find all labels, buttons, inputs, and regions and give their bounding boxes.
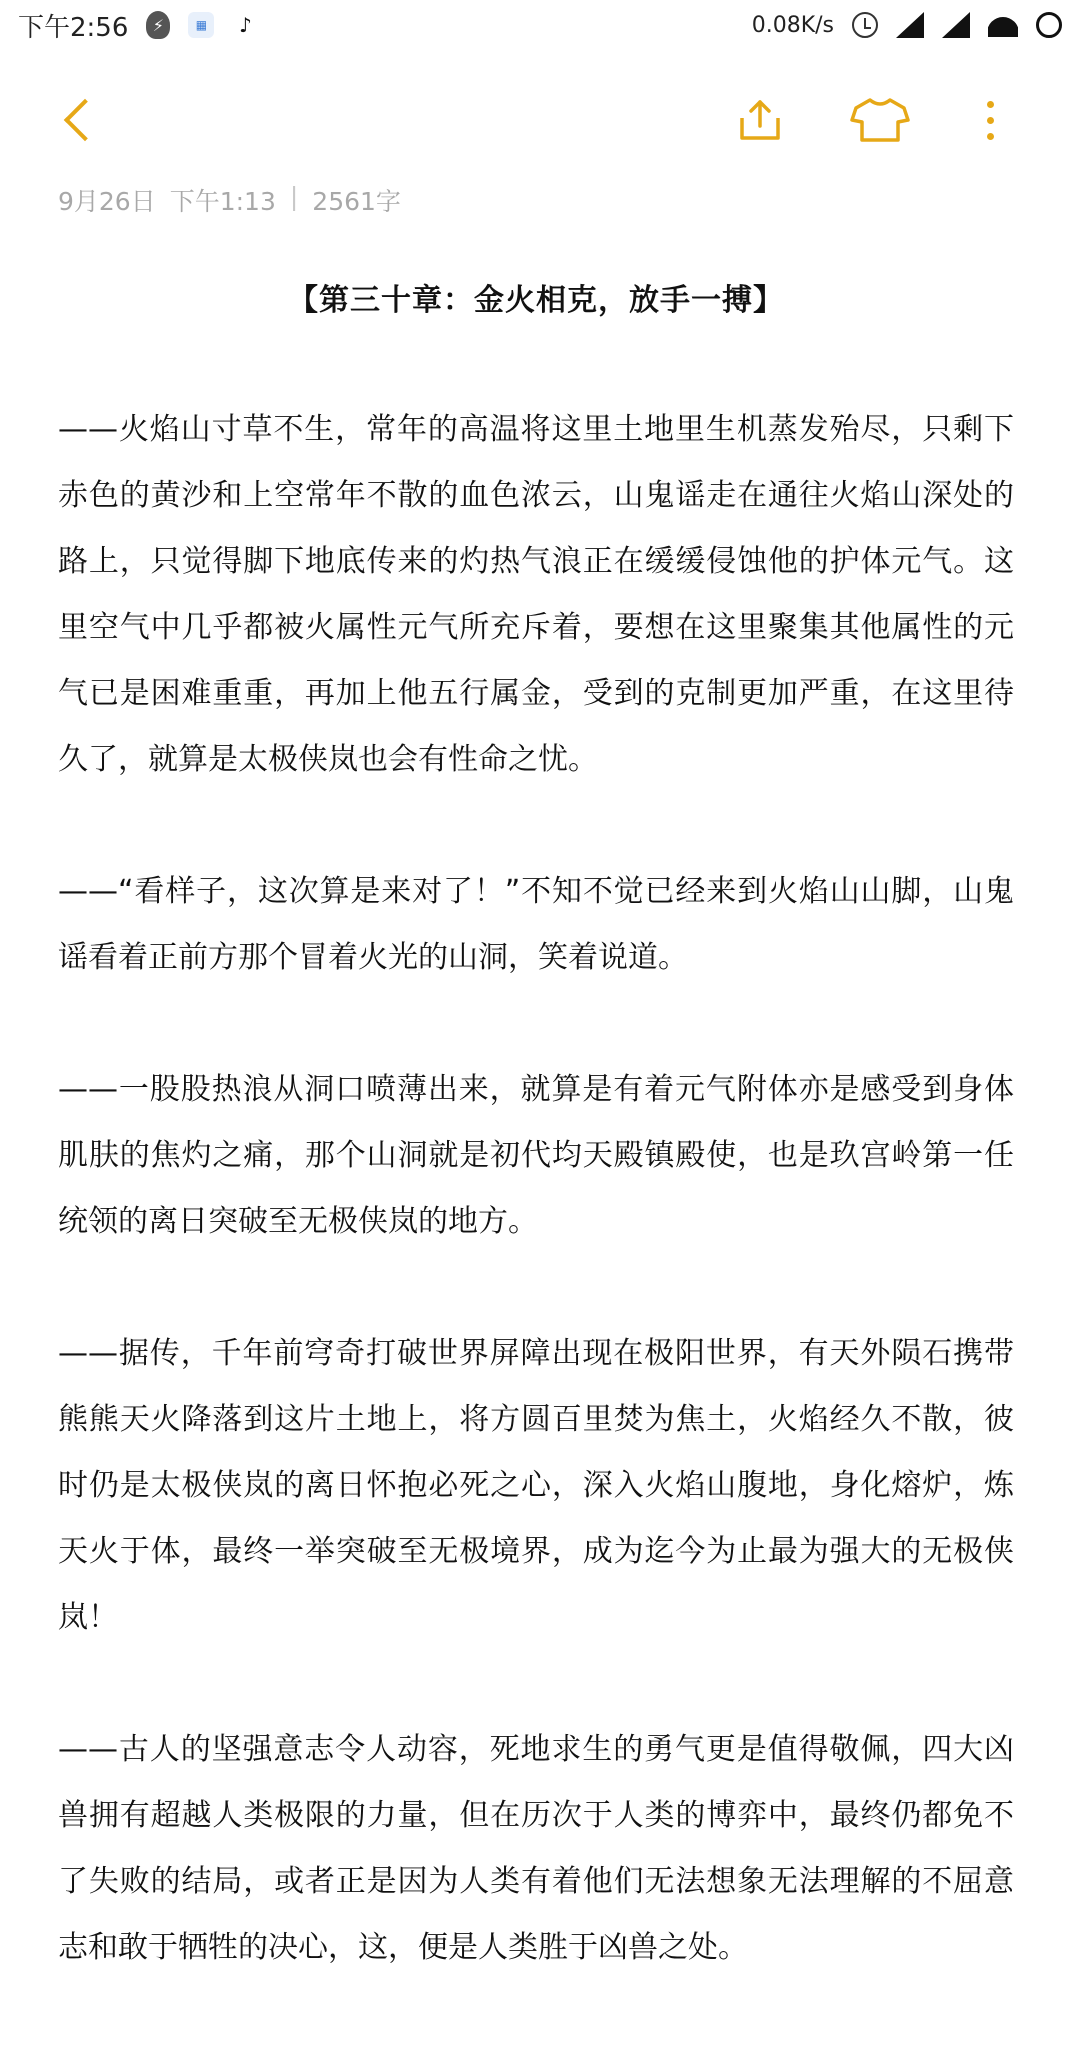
- back-button[interactable]: [50, 80, 110, 160]
- note-content[interactable]: [58, 265, 1014, 2047]
- battery-icon: [1036, 12, 1062, 38]
- paragraph: ——古人的坚强意志令人动容，死地求生的勇气更是值得敬佩，四大凶兽拥有超越人类极限的力量，但在历次于人类的博弈中，最终仍都免不了失败的结局，或者正是因为人类有着他们无法想象无法理解的不屈意志和敢于牺牲的决心，这，便是人类胜于凶兽之处。: [58, 1732, 1014, 1965]
- signal-icon: [896, 12, 924, 38]
- calendar-app-icon: ▦: [188, 12, 214, 38]
- status-right: [752, 12, 1062, 38]
- toolbar: [0, 80, 1080, 160]
- tiktok-icon: ♪: [239, 13, 252, 37]
- share-icon: [736, 96, 784, 144]
- paragraph: ——火焰山寸草不生，常年的高温将这里土地里生机蒸发殆尽，只剩下赤色的黄沙和上空常年不散的血色浓云，山鬼谣走在通往火焰山深处的路上，只觉得脚下地底传来的灼热气浪正在缓缓侵蚀他的护体元气。这里空气中几乎都被火属性元气所充斥着，要想在这里聚集其他属性的元气已是困难重重，再加上他五行属金，受到的克制更加严重，在这里待久了，就算是太极侠岚也会有性命之忧。: [58, 412, 1014, 777]
- theme-button[interactable]: [840, 80, 920, 160]
- paragraph: ——“看样子，这次算是来对了！”不知不觉已经来到火焰山山脚，山鬼谣看着正前方那个冒着火光的山洞，笑着说道。: [58, 874, 1014, 975]
- wifi-icon: [988, 13, 1018, 37]
- back-chevron-icon: [64, 99, 106, 141]
- more-vertical-icon: [987, 101, 994, 140]
- status-left: [18, 7, 258, 44]
- note-meta: [58, 182, 401, 218]
- status-time: 下午2:56: [18, 12, 129, 43]
- meta-separator: |: [289, 182, 299, 211]
- note-time: 下午1:13: [169, 187, 276, 216]
- shirt-theme-icon: [850, 96, 910, 144]
- more-options-button[interactable]: [970, 80, 1010, 160]
- status-bar: [0, 0, 1080, 50]
- net-speed: 0.08K/s: [751, 12, 834, 38]
- shield-icon: ⚡: [146, 11, 170, 39]
- chapter-title: 【第三十章：金火相克，放手一搏】: [288, 283, 784, 318]
- share-button[interactable]: [730, 80, 790, 160]
- note-date: 9月26日: [58, 187, 156, 216]
- paragraph: ——据传，千年前穹奇打破世界屏障出现在极阳世界，有天外陨石携带熊熊天火降落到这片土地上，将方圆百里焚为焦土，火焰经久不散，彼时仍是太极侠岚的离日怀抱必死之心，深入火焰山腹地，身化熔炉，炼天火于体，最终一举突破至无极境界，成为迄今为止最为强大的无极侠岚！: [58, 1336, 1014, 1635]
- signal-icon: [942, 12, 970, 38]
- alarm-icon: [852, 12, 878, 38]
- paragraph: ——一股股热浪从洞口喷薄出来，就算是有着元气附体亦是感受到身体肌肤的焦灼之痛，那个山洞就是初代均天殿镇殿使，也是玖宫岭第一任统领的离日突破至无极侠岚的地方。: [58, 1072, 1014, 1239]
- word-count: 2561字: [312, 187, 401, 216]
